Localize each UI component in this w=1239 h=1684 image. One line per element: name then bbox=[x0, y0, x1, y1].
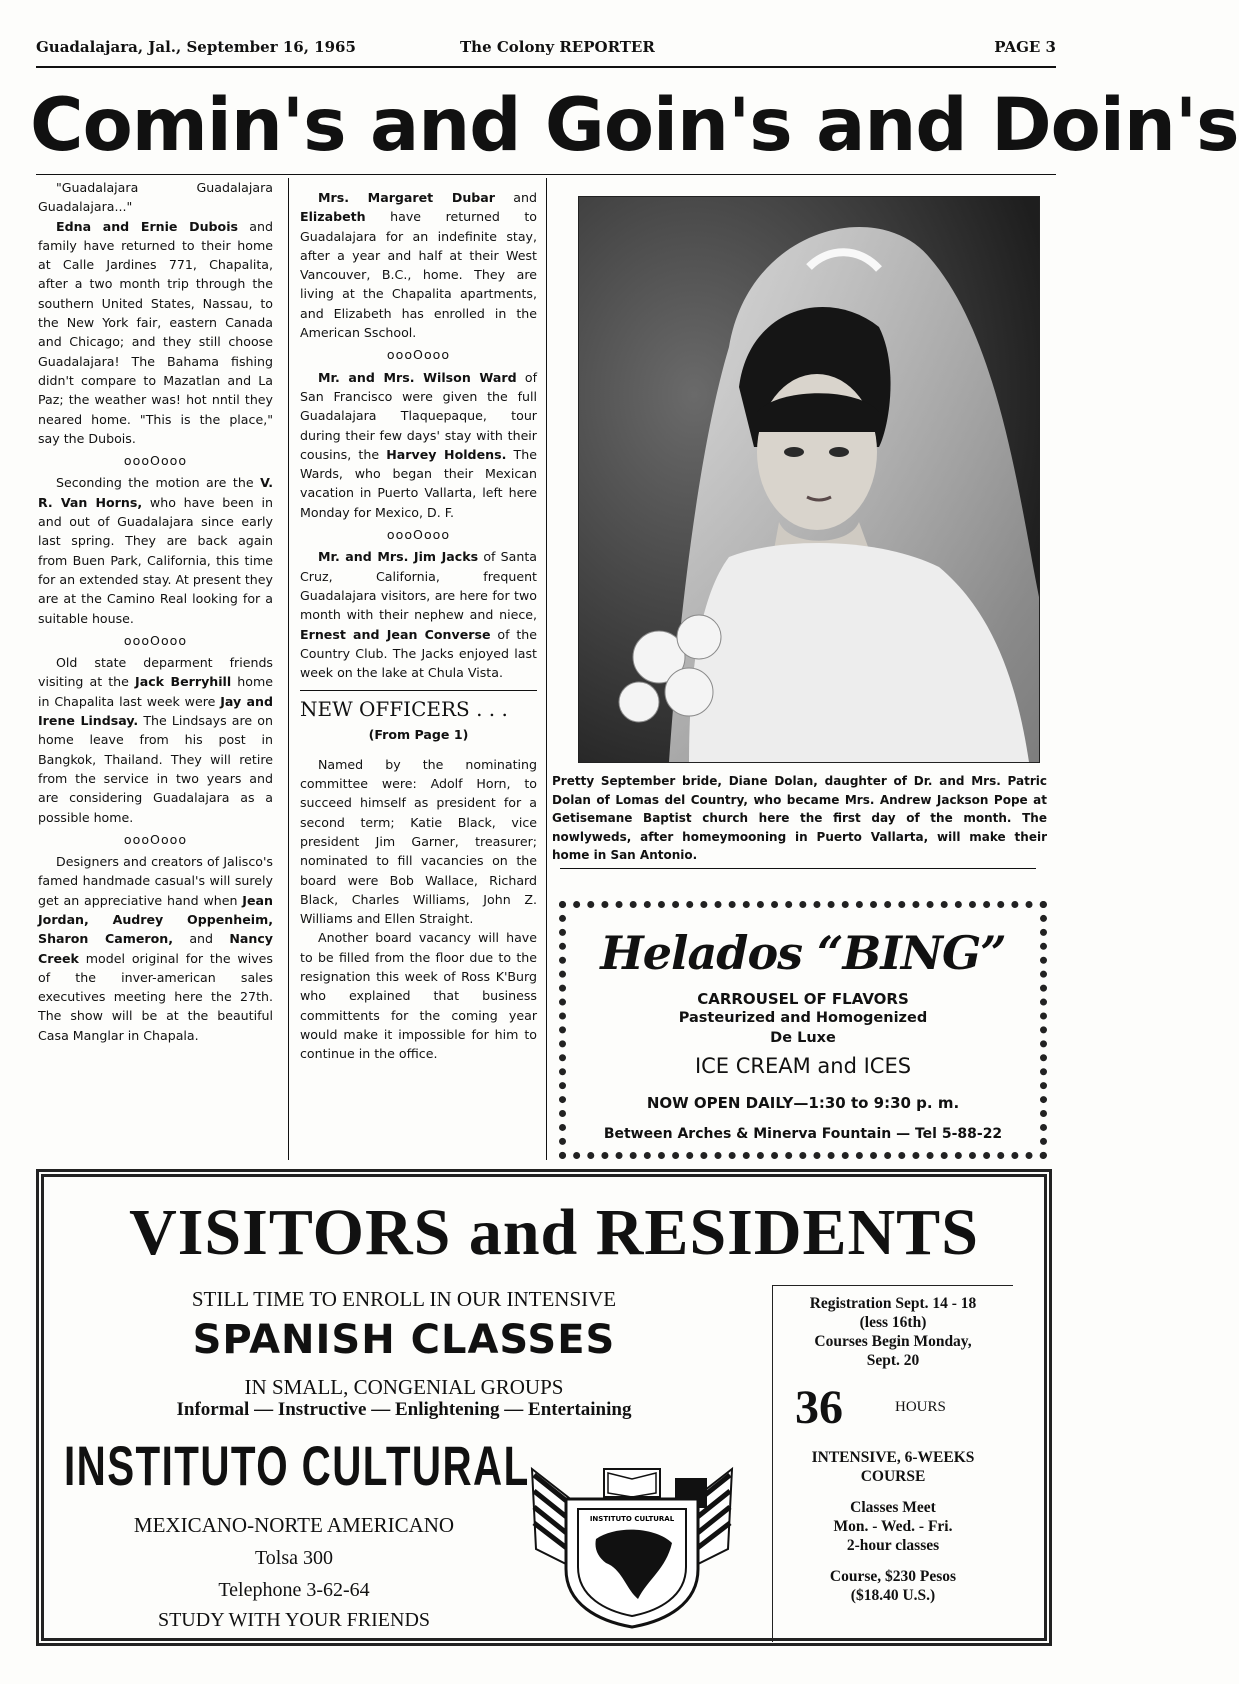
ad-institute-name: INSTITUTO CULTURAL bbox=[64, 1434, 530, 1497]
class-days: Mon. - Wed. - Fri. bbox=[833, 1518, 953, 1535]
ad-title: VISITORS and RESIDENTS bbox=[129, 1196, 979, 1269]
ad-small-groups: IN SMALL, CONGENIAL GROUPS bbox=[244, 1375, 564, 1399]
bing-location: Between Arches & Minerva Fountain — Tel 5-88-22 bbox=[603, 1126, 1003, 1142]
bing-title: Helados “BING” bbox=[600, 926, 1006, 980]
column2-paragraph: Mr. and Mrs. Wilson Ward of San Francisco were given the full Guadalajara Tlaquepaque, tour during their few days' stay with their cousins, the Harvey Holdens. The Wards, who began their Mexican vacation in Puerto Vallarta, left here Monday for Mexico, D. F. bbox=[300, 369, 537, 520]
institute-seal-emblem bbox=[526, 1439, 738, 1629]
class-length: 2-hour classes bbox=[846, 1537, 940, 1554]
bride-photo-image bbox=[579, 197, 1039, 762]
intensive-label: INTENSIVE, 6-WEEKS bbox=[811, 1449, 975, 1466]
bing-deluxe: De Luxe bbox=[770, 1030, 836, 1046]
separator: oooOooo bbox=[123, 453, 188, 469]
bing-pasteurized: Pasteurized and Homogenized bbox=[678, 1010, 928, 1026]
institute-seal bbox=[526, 1439, 738, 1629]
paper-name: The Colony REPORTER bbox=[460, 38, 655, 56]
officers-paragraph: Named by the nominating committee were: Adolf Horn, to succeed himself as president for a second term; Katie Black, vice president Jim Garner, treasurer; nominated to fill vacancies on the board were Bob Wallace, Richard Black, Charles Williams, John Z. Williams and Ellen Straight. bbox=[300, 756, 537, 927]
column-1 bbox=[38, 178, 273, 1045]
column1-lead: "Guadalajara Guadalajara Guadalajara..." bbox=[38, 180, 273, 215]
course-label: COURSE bbox=[860, 1468, 926, 1485]
ad-address: Tolsa 300 bbox=[254, 1547, 334, 1569]
column-divider bbox=[288, 178, 289, 1160]
hours-label: HOURS bbox=[895, 1399, 946, 1415]
column-divider bbox=[546, 178, 547, 1160]
column-2 bbox=[300, 188, 537, 1063]
ad-phone: Telephone 3-62-64 bbox=[218, 1579, 370, 1601]
masthead-rule bbox=[36, 66, 1056, 68]
separator: oooOooo bbox=[123, 632, 188, 648]
ad-institute-sub: MEXICANO-NORTE AMERICANO bbox=[133, 1513, 455, 1537]
column1-paragraph: Old state deparment friends visiting at the Jack Berryhill home in Chapalita last week were Jay and Irene Lindsay. The Lindsays are on home leave from his post in Bangkok, Thailand. They will retire from the service in two years and are considering Guadalajara as a possible home. bbox=[38, 655, 273, 825]
spanish-classes-ad bbox=[36, 1169, 1052, 1646]
bing-hours: NOW OPEN DAILY—1:30 to 9:30 p. m. bbox=[646, 1094, 960, 1112]
course-price-usd: ($18.40 U.S.) bbox=[850, 1587, 936, 1604]
ad-slogan: STUDY WITH YOUR FRIENDS bbox=[157, 1609, 431, 1631]
column1-paragraph: Seconding the motion are the V. R. Van Horns, who have been in and out of Guadalajara since early last spring. They are back again from Buen Park, California, this time for an extended stay. At present they are at the Camino Real looking for a suitable house. bbox=[38, 475, 273, 626]
caption-rule bbox=[560, 868, 1036, 869]
dateline: Guadalajara, Jal., September 16, 1965 bbox=[36, 38, 356, 56]
bride-photo bbox=[578, 196, 1040, 763]
classes-meet: Classes Meet bbox=[850, 1499, 936, 1516]
column2-paragraph: Mrs. Margaret Dubar and Elizabeth have returned to Guadalajara for an indefinite stay, after a year and half at their West Vancouver, B.C., home. They are living at the Chapalita apartments, and Elizabeth has enrolled in the American Sschool. bbox=[300, 190, 537, 341]
seal-text: INSTITUTO CULTURAL bbox=[589, 1515, 675, 1523]
registration-dates: Registration Sept. 14 - 18 bbox=[809, 1295, 977, 1312]
page-number: PAGE 3 bbox=[994, 38, 1056, 56]
masthead bbox=[36, 38, 1056, 64]
registration-note: (less 16th) bbox=[859, 1314, 927, 1331]
officers-subheading: (From Page 1) bbox=[368, 727, 469, 743]
separator: oooOooo bbox=[386, 527, 451, 543]
separator: oooOooo bbox=[386, 347, 451, 363]
column1-paragraph: Designers and creators of Jalisco's famed handmade casual's will surely get an appreciative hand when Jean Jordan, Audrey Oppenheim, Sharon Cameron, and Nancy Creek model original for the wives of the inver-american sales executives meeting here the 27th. The show will be at the beautiful Casa Manglar in Chapala. bbox=[38, 854, 273, 1043]
bing-flavors: CARROUSEL OF FLAVORS bbox=[697, 990, 909, 1008]
helados-bing-ad bbox=[559, 901, 1047, 1159]
bing-ice-cream: ICE CREAM and ICES bbox=[694, 1054, 912, 1078]
officers-paragraph: Another board vacancy will have to be filled from the floor due to the resignation this week of Ross K'Burg who explained that business committents for the coming year would make it impossible for him to continue in the office. bbox=[300, 930, 537, 1062]
officers-heading: NEW OFFICERS . . . bbox=[300, 697, 508, 722]
courses-begin-date: Sept. 20 bbox=[866, 1352, 920, 1369]
column2-paragraph: Mr. and Mrs. Jim Jacks of Santa Cruz, California, frequent Guadalajara visitors, are here for two month with their nephew and niece, Ernest and Jean Converse of the Country Club. The Jacks enjoyed last week on the lake at Chula Vista. bbox=[300, 549, 537, 681]
headline-rule bbox=[36, 174, 1056, 175]
hours-block bbox=[773, 1380, 1013, 1436]
courses-begin: Courses Begin Monday, bbox=[814, 1333, 972, 1350]
officers-rule bbox=[300, 690, 537, 691]
course-info-panel bbox=[772, 1285, 1013, 1642]
ad-enroll-line: STILL TIME TO ENROLL IN OUR INTENSIVE bbox=[191, 1287, 617, 1311]
course-price: Course, $230 Pesos bbox=[829, 1568, 957, 1585]
column1-paragraph: Edna and Ernie Dubois and family have returned to their home at Calle Jardines 771, Chapalita, after a two month trip through the southern United States, Nassau, to the New York fair, eastern Canada and Chicago; and they still choose Guadalajara! The Bahama fishing didn't compare to Mazatlan and La Paz; the weather was! hot nntil they neared home. "This is the place," say the Dubois. bbox=[38, 218, 273, 446]
separator: oooOooo bbox=[123, 831, 188, 847]
hours-number: 36 bbox=[795, 1381, 843, 1434]
photo-caption: Pretty September bride, Diane Dolan, daughter of Dr. and Mrs. Patric Dolan of Lomas del Country, who became Mrs. Andrew Jackson Pope at Getisemane Baptist church here the first day of the month. The nowlyweds, after homeymooning in Puerto Vallarta, will make their home in San Antonio. bbox=[552, 774, 1047, 862]
ad-spanish-classes: SPANISH CLASSES bbox=[192, 1317, 616, 1363]
page-headline: Comin's and Goin's and Doin's bbox=[30, 83, 1239, 168]
ad-tagline: Informal — Instructive — Enlightening — Entertaining bbox=[176, 1399, 632, 1420]
